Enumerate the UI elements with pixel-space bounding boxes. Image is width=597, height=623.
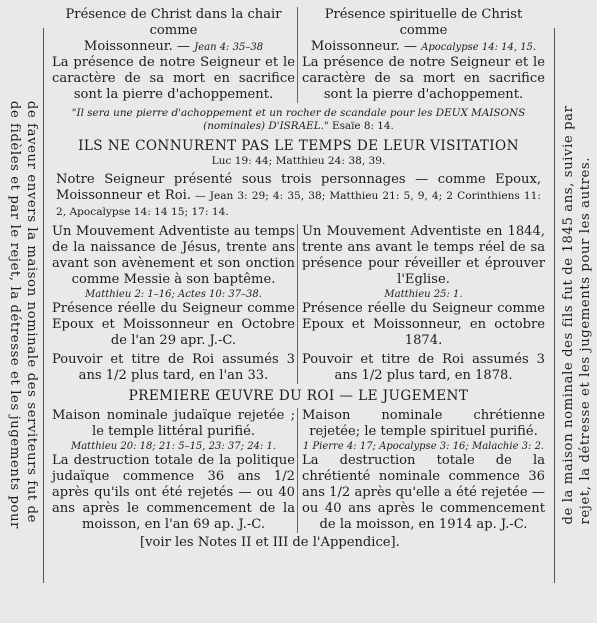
sec1-left-title-2: Moissonneur. — Jean 4: 35–38 xyxy=(83,39,264,54)
quote xyxy=(52,107,545,133)
sec3-right-ref: 1 Pierre 4: 17; Apocalypse 3: 16; Malachie 3: 2. xyxy=(302,441,545,452)
footer-note: [voir les Notes II et III de l'Appendice]. xyxy=(140,535,400,550)
right-margin-text xyxy=(560,20,594,610)
heading-visitation-refs: Luc 19: 44; Matthieu 24: 38, 39. xyxy=(211,155,386,167)
sec1-right-body: La présence de notre Seigneur et le caractère de sa mort en sacrifice sont la pierre d'achoppement. xyxy=(302,55,545,102)
right-margin-line-1: de la maison nominale des fils fut de 1845 ans, suivie par xyxy=(561,105,576,525)
intro-refs: — Jean 3: 29; 4: 35, 38; Matthieu 21: 5, 9, 4; 2 Corinthiens 11: 2, Apocalypse 14: 14 15; 17: 14. xyxy=(56,190,541,218)
column-left xyxy=(52,408,298,533)
left-rule xyxy=(43,28,44,583)
sec2-left-p1: Un Mouvement Adventiste au temps de la naissance de Jésus, trente ans avant son avènement et son onction comme Messie à son baptême. xyxy=(52,224,295,287)
left-margin-text xyxy=(6,20,40,610)
sec2-right-ref: Matthieu 25: 1. xyxy=(384,289,463,300)
sec2-right-p2: Présence réelle du Seigneur comme Epoux et Moissonneur, en octobre 1874. xyxy=(302,301,545,348)
section-presence xyxy=(52,7,545,103)
sec3-left-p2: La destruction totale de la politique judaïque commence 36 ans 1/2 après qu'ils ont été rejetés — ou 40 ans après le commencement de la moisson, en l'an 69 ap. J.-C. xyxy=(52,453,295,532)
heading-judgment: PREMIERE ŒUVRE DU ROI — LE JUGEMENT xyxy=(128,388,469,404)
column-right xyxy=(298,7,545,103)
main-content xyxy=(52,0,545,551)
sec1-right-ref: Apocalypse 14: 14, 15. xyxy=(421,42,537,53)
left-margin-line-2: de fidèles et par le rejet, la détresse et les jugements pour xyxy=(7,100,22,530)
sec2-left-ref: Matthieu 2: 1–16; Actes 10: 37–38. xyxy=(85,289,262,300)
column-left xyxy=(52,224,298,384)
left-margin-line-1: de faveur envers la maison nominale des serviteurs fut de xyxy=(24,100,39,524)
sec1-right-title-2: Moissonneur. — Apocalypse 14: 14, 15. xyxy=(310,39,537,54)
section-adventist xyxy=(52,224,545,384)
intro-text: Notre Seigneur présenté sous trois personnages — comme Epoux, Moissonneur et Roi. xyxy=(56,172,541,203)
column-right xyxy=(298,408,545,533)
intro-paragraph xyxy=(52,172,545,220)
sec1-left-title-1: Présence de Christ dans la chair comme xyxy=(65,7,282,38)
right-rule xyxy=(554,28,555,583)
sec2-right-p1: Un Mouvement Adventiste en 1844, trente ans avant le temps réel de sa présence pour réveiller et éprouver l'Eglise. xyxy=(302,224,545,287)
heading-visitation: ILS NE CONNURENT PAS LE TEMPS DE LEUR VISITATION xyxy=(78,138,519,154)
column-left xyxy=(52,7,298,103)
sec3-left-p1: Maison nominale judaïque rejetée ; le temple littéral purifié. xyxy=(52,408,295,439)
sec1-left-body: La présence de notre Seigneur et le caractère de sa mort en sacrifice sont la pierre d'achoppement. xyxy=(52,55,295,102)
sec2-left-p2: Présence réelle du Seigneur comme Epoux et Moissonneur en Octobre de l'an 29 apr. J.-C. xyxy=(52,301,295,348)
sec3-left-ref: Matthieu 20: 18; 21: 5–15, 23: 37; 24: 1. xyxy=(70,441,277,452)
sec2-left-p3: Pouvoir et titre de Roi assumés 3 ans 1/2 plus tard, en l'an 33. xyxy=(52,352,295,383)
sec1-right-title-1: Présence spirituelle de Christ comme xyxy=(324,7,523,38)
sec3-right-p2: La destruction totale de la chrétienté nominale commence 36 ans 1/2 après qu'elle a été rejetée — ou 40 ans après le commencement de la moisson, en 1914 ap. J.-C. xyxy=(302,453,545,532)
sec1-left-ref: Jean 4: 35–38 xyxy=(194,42,264,53)
quote-text: "Il sera une pierre d'achoppement et un rocher de scandale pour les DEUX MAISONS (nominales) D'ISRAEL." xyxy=(71,107,526,132)
sec3-right-p1: Maison nominale chrétienne rejetée; le temple spirituel purifié. xyxy=(302,408,545,439)
right-margin-line-2: rejet, la détresse et les jugements pour les autres. xyxy=(578,156,593,525)
quote-ref: Esaïe 8: 14. xyxy=(332,120,394,132)
sec2-right-p3: Pouvoir et titre de Roi assumés 3 ans 1/2 plus tard, en 1878. xyxy=(302,352,545,383)
section-judgment xyxy=(52,408,545,533)
column-right xyxy=(298,224,545,384)
